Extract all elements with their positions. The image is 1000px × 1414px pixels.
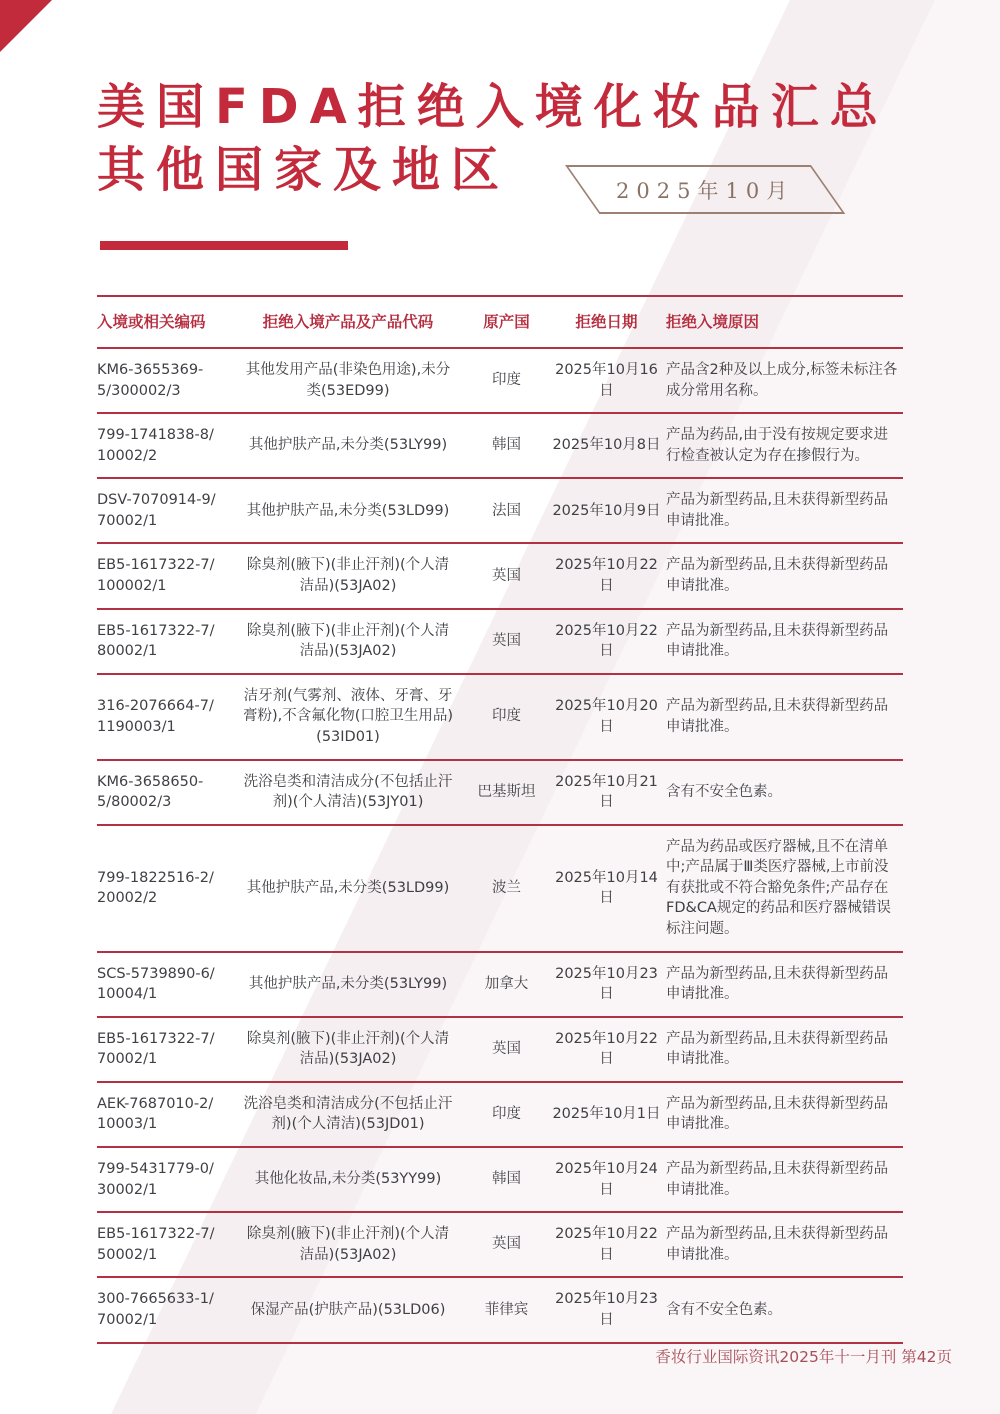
cell-product: 除臭剂(腋下)(非止汗剂)(个人清洁品)(53JA02) xyxy=(246,1030,450,1068)
cell-product: 除臭剂(腋下)(非止汗剂)(个人清洁品)(53JA02) xyxy=(246,557,450,595)
cell-origin: 印度 xyxy=(492,708,521,725)
column-header-origin: 原产国 xyxy=(483,313,530,331)
cell-refuse-date: 2025年10月9日 xyxy=(552,502,661,519)
table-row xyxy=(97,414,903,479)
cell-product: 其他护肤产品,未分类(53LY99) xyxy=(248,975,448,992)
corner-triangle-decoration xyxy=(0,0,52,52)
table-row xyxy=(97,1148,903,1213)
cell-refuse-reason: 产品为新型药品,且未获得新型药品申请批准。 xyxy=(666,1161,889,1198)
cell-origin: 加拿大 xyxy=(484,975,529,992)
cell-entry-code: EB5-1617322-7/50002/1 xyxy=(97,1226,215,1263)
cell-product: 除臭剂(腋下)(非止汗剂)(个人清洁品)(53JA02) xyxy=(246,1226,450,1263)
table-header-row xyxy=(97,295,903,349)
table-row xyxy=(97,953,903,1018)
cell-product: 洗浴皂类和清洁成分(不包括止汗剂)(个人清洁)(53JD01) xyxy=(243,1095,453,1133)
cell-refuse-reason: 产品为新型药品,且未获得新型药品申请批准。 xyxy=(666,1030,889,1068)
cell-origin: 英国 xyxy=(492,1236,521,1253)
cell-product: 保湿产品(护肤产品)(53LD06) xyxy=(250,1301,446,1318)
page-title-line2: 其他国家及地区 xyxy=(97,142,511,199)
cell-entry-code: 799-1822516-2/20002/2 xyxy=(97,869,214,907)
column-header-entry-code: 入境或相关编码 xyxy=(97,313,206,331)
cell-origin: 巴基斯坦 xyxy=(477,783,536,800)
cell-entry-code: 316-2076664-7/1190003/1 xyxy=(97,698,214,735)
column-header-refuse-reason: 拒绝入境原因 xyxy=(666,313,760,331)
cell-refuse-date: 2025年10月1日 xyxy=(552,1106,661,1123)
column-header-refuse-date: 拒绝日期 xyxy=(575,313,638,331)
cell-product: 其他护肤产品,未分类(53LD99) xyxy=(246,879,450,896)
cell-origin: 英国 xyxy=(492,632,521,649)
cell-origin: 韩国 xyxy=(492,437,521,454)
cell-refuse-date: 2025年10月23日 xyxy=(555,965,658,1003)
cell-origin: 韩国 xyxy=(492,1171,521,1188)
cell-refuse-date: 2025年10月21日 xyxy=(555,773,658,811)
cell-entry-code: EB5-1617322-7/100002/1 xyxy=(97,557,215,595)
cell-refuse-date: 2025年10月22日 xyxy=(555,1226,658,1263)
cell-product: 洗浴皂类和清洁成分(不包括止汗剂)(个人清洁)(53JY01) xyxy=(243,773,453,811)
table-row xyxy=(97,675,903,761)
cell-refuse-reason: 产品为新型药品,且未获得新型药品申请批准。 xyxy=(666,965,889,1003)
cell-entry-code: 799-5431779-0/30002/1 xyxy=(97,1161,214,1198)
table-row xyxy=(97,610,903,675)
cell-refuse-reason: 产品为药品或医疗器械,且不在清单中;产品属于Ⅲ类医疗器械,上市前没有获批或不符合豁免条件;产品存在FD&CA规定的药品和医疗器械错误标注问题。 xyxy=(666,838,891,937)
table-row xyxy=(97,1278,903,1343)
cell-refuse-date: 2025年10月22日 xyxy=(555,622,658,660)
cell-origin: 印度 xyxy=(492,372,521,389)
cell-refuse-reason: 产品为新型药品,且未获得新型药品申请批准。 xyxy=(666,622,889,660)
column-header-product: 拒绝入境产品及产品代码 xyxy=(262,313,434,331)
cell-entry-code: KM6-3655369-5/300002/3 xyxy=(97,362,204,399)
cell-product: 其他发用产品(非染色用途),未分类(53ED99) xyxy=(245,362,451,399)
cell-origin: 英国 xyxy=(492,567,521,584)
table-row xyxy=(97,1083,903,1148)
cell-refuse-date: 2025年10月20日 xyxy=(555,698,658,735)
table-row xyxy=(97,761,903,826)
cell-entry-code: AEK-7687010-2/10003/1 xyxy=(97,1095,214,1133)
cell-entry-code: 799-1741838-8/10002/2 xyxy=(97,427,214,464)
cell-refuse-date: 2025年10月22日 xyxy=(555,1030,658,1068)
page-footer: 香妆行业国际资讯2025年十一月刊 第42页 xyxy=(655,1348,952,1366)
cell-origin: 英国 xyxy=(492,1041,521,1057)
cell-refuse-reason: 产品为药品,由于没有按规定要求进行检查被认定为存在掺假行为。 xyxy=(666,427,889,464)
cell-origin: 波兰 xyxy=(492,879,521,896)
table-row xyxy=(97,826,903,953)
cell-refuse-reason: 产品为新型药品,且未获得新型药品申请批准。 xyxy=(666,698,889,735)
table-row xyxy=(97,479,903,544)
cell-entry-code: KM6-3658650-5/80002/3 xyxy=(97,773,204,811)
cell-refuse-reason: 含有不安全色素。 xyxy=(666,1301,782,1318)
cell-refuse-reason: 产品为新型药品,且未获得新型药品申请批准。 xyxy=(666,1226,889,1263)
cell-refuse-reason: 含有不安全色素。 xyxy=(666,783,782,800)
cell-product: 其他化妆品,未分类(53YY99) xyxy=(254,1171,442,1188)
cell-entry-code: EB5-1617322-7/80002/1 xyxy=(97,622,215,660)
cell-refuse-date: 2025年10月8日 xyxy=(552,437,661,454)
cell-origin: 印度 xyxy=(492,1106,521,1123)
cell-entry-code: EB5-1617322-7/70002/1 xyxy=(97,1030,215,1068)
date-badge-label: 2025年10月 xyxy=(616,178,795,203)
cell-refuse-reason: 产品含2种及以上成分,标签未标注各成分常用名称。 xyxy=(666,362,898,399)
cell-product: 其他护肤产品,未分类(53LY99) xyxy=(248,437,448,454)
refusal-table xyxy=(97,295,903,1344)
cell-refuse-date: 2025年10月14日 xyxy=(555,869,658,907)
cell-refuse-date: 2025年10月23日 xyxy=(555,1291,658,1328)
cell-product: 洁牙剂(气雾剂、液体、牙膏、牙膏粉),不含氟化物(口腔卫生用品)(53ID01) xyxy=(242,687,454,745)
cell-refuse-date: 2025年10月22日 xyxy=(555,557,658,595)
table-row xyxy=(97,1018,903,1083)
cell-refuse-reason: 产品为新型药品,且未获得新型药品申请批准。 xyxy=(666,1095,889,1133)
cell-entry-code: SCS-5739890-6/10004/1 xyxy=(97,965,215,1003)
table-row xyxy=(97,1213,903,1278)
title-underline-bar xyxy=(100,241,348,250)
table-body xyxy=(97,349,903,1344)
table-row xyxy=(97,349,903,414)
cell-refuse-date: 2025年10月16日 xyxy=(555,362,658,399)
table-row xyxy=(97,544,903,609)
cell-product: 除臭剂(腋下)(非止汗剂)(个人清洁品)(53JA02) xyxy=(246,622,450,660)
cell-refuse-date: 2025年10月24日 xyxy=(555,1161,658,1198)
date-badge xyxy=(565,165,845,214)
cell-refuse-reason: 产品为新型药品,且未获得新型药品申请批准。 xyxy=(666,557,889,595)
cell-refuse-reason: 产品为新型药品,且未获得新型药品申请批准。 xyxy=(666,492,889,529)
cell-origin: 法国 xyxy=(492,502,521,519)
cell-origin: 菲律宾 xyxy=(484,1301,529,1318)
cell-product: 其他护肤产品,未分类(53LD99) xyxy=(246,502,450,519)
cell-entry-code: 300-7665633-1/70002/1 xyxy=(97,1291,214,1328)
page-title-line1: 美国FDA拒绝入境化妆品汇总 xyxy=(97,79,889,135)
cell-entry-code: DSV-7070914-9/70002/1 xyxy=(97,492,216,529)
